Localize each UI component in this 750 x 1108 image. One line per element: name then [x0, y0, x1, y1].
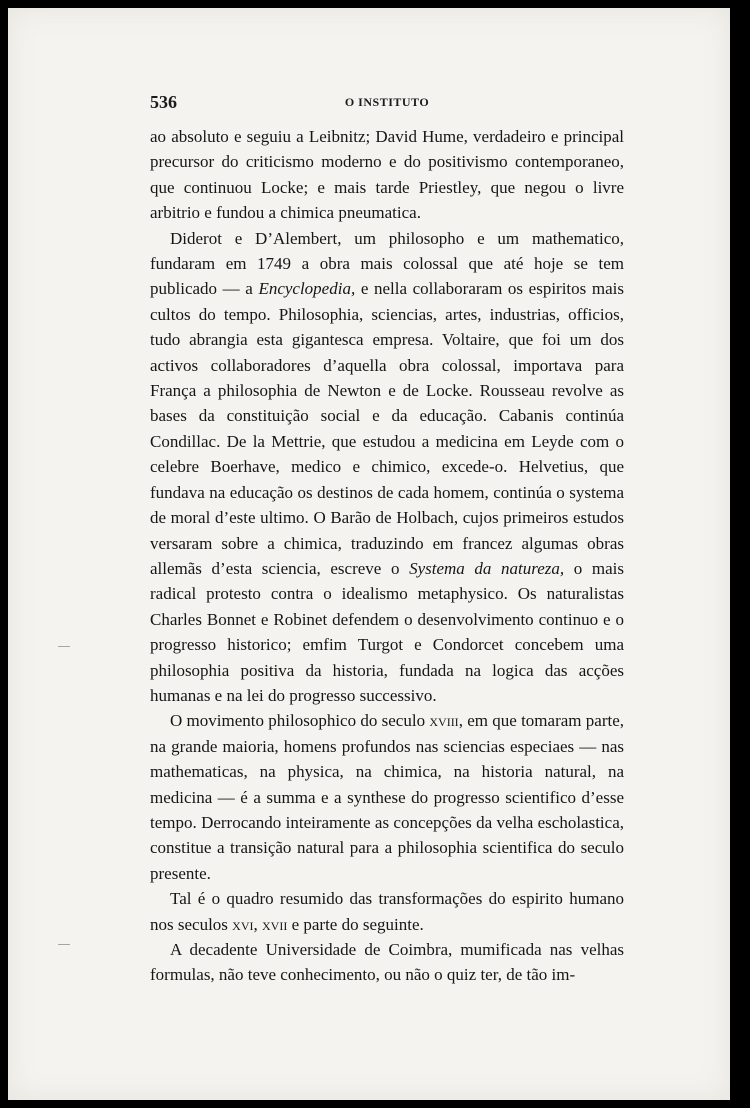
text-run: , em que tomaram parte, na grande maioria, homens profundos nas sciencias especiaes — nas mathematicas, na physica, na chimica, na historia natural, na medicina — é a summa e a synthese do progresso scientifico d’esse tempo. Derrocando inteiramente as concepções da velha escholastica, constitue a transição natural para a philosophia scientifica do seculo presente. — [150, 711, 624, 883]
text-run: o mais radical protesto contra o idealismo metaphysico. Os naturalistas Charles Bonnet e Robinet defendem o desenvolvimento continuo e o progresso historico; emfim Turgot e Condorcet concebem uma philosophia positiva da historia, fundada na logica das acções humanas e na lei do progresso successivo. — [150, 558, 625, 705]
text-run: ao absoluto e seguiu a Leibnitz; David Hume, verdadeiro e principal precursor do criticismo moderno e do positivismo contemporaneo, que continuou Locke; e mais tarde Priestley, que negou o livre arbitrio e fundou a chimica pneumatica. — [150, 127, 624, 223]
left-margin-mark — [58, 646, 70, 647]
page-header — [150, 92, 624, 114]
paragraph — [150, 708, 624, 886]
running-title: O INSTITUTO — [344, 95, 430, 109]
century-numeral: xvi — [232, 914, 254, 934]
text-run: e nella collaboraram os espiritos mais cultos do tempo. Philosophia, sciencias, artes, industrias, officios, tudo abrangia esta gigantesca empresa. Voltaire, que foi um dos activos collaboradores d’aquella obra colossal, importava para França a philosophia de Newton e de Locke. Rousseau revolve as bases da constituição social e da educação. Cabanis continúa Condillac. De la Mettrie, que estudou a medicina em Leyde com o celebre Boerhave, medico e chimico, excede-o. Helvetius, que fundava na educação os destinos de cada homem, continúa o systema de moral d’este ultimo. O Barão de Holbach, cujos primeiros estudos versaram sobre a chimica, traduzindo em francez algumas obras allemãs d’esta sciencia, escreve o — [150, 279, 624, 578]
century-numeral: xviii — [429, 711, 459, 731]
paragraph — [150, 937, 624, 988]
italic-title: Systema da natureza, — [409, 558, 565, 578]
text-run: O movimento philosophico do seculo — [170, 711, 430, 731]
paragraph — [150, 124, 624, 226]
text-run: e parte do seguinte. — [287, 914, 424, 934]
left-margin-mark — [58, 944, 70, 945]
paragraph — [150, 886, 624, 937]
text-run: Diderot e D’Alembert, um philosopho e um mathematico, fundaram em 1749 a obra mais colossal que até hoje se tem publicado — a — [150, 228, 624, 299]
text-run: , — [253, 914, 262, 934]
text-run: Tal é o quadro resumido das transformações do espirito humano nos seculos — [150, 889, 624, 934]
text-run: A decadente Universidade de Coimbra, mumificada nas velhas formulas, não teve conhecimento, ou não o quiz ter, de tão im- — [150, 940, 624, 985]
paragraph — [150, 226, 624, 709]
body-text — [150, 124, 624, 988]
italic-title: Encyclopedia, — [258, 279, 356, 299]
page-number: 536 — [150, 92, 177, 112]
century-numeral: xvii — [262, 914, 288, 934]
